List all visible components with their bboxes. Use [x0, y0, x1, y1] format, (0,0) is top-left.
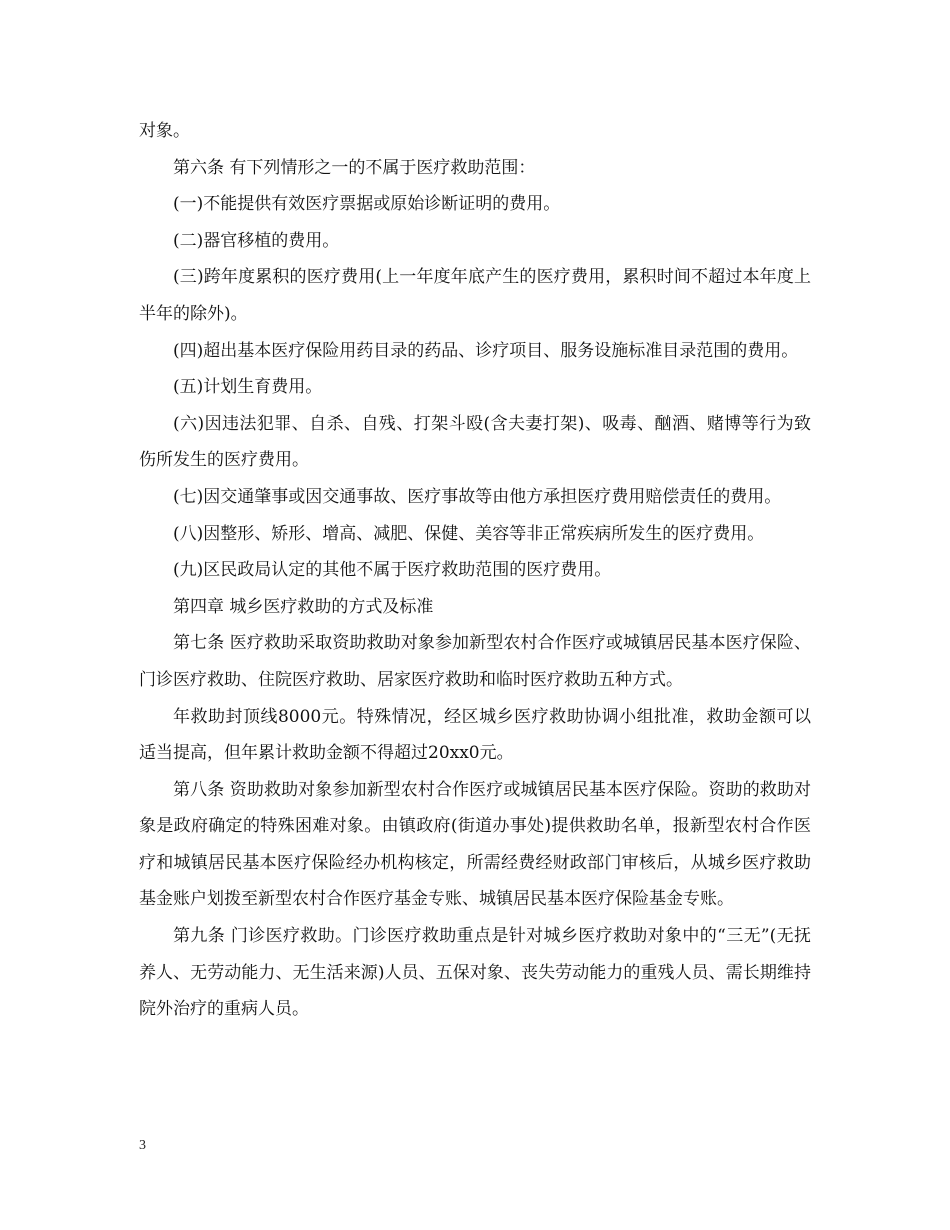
list-item-6: (六)因违法犯罪、自杀、自残、打架斗殴(含夫妻打架)、吸毒、酗酒、赌博等行为致伤所发生的医疗费用。 [139, 413, 811, 471]
annual-cap-paragraph: 年救助封顶线8000元。特殊情况，经区城乡医疗救助协调小组批准，救助金额可以适当提高，但年累计救助金额不得超过20xx0元。 [139, 706, 811, 764]
chapter-4-heading: 第四章 城乡医疗救助的方式及标准 [173, 596, 434, 617]
list-item-1: (一)不能提供有效医疗票据或原始诊断证明的费用。 [173, 194, 561, 215]
article-7-paragraph: 第七条 医疗救助采取资助救助对象参加新型农村合作医疗或城镇居民基本医疗保险、门诊医疗救助、住院医疗救助、居家医疗救助和临时医疗救助五种方式。 [139, 633, 811, 690]
paragraph-continuation: 对象。 [139, 121, 190, 141]
list-item-7: (七)因交通肇事或因交通事故、医疗事故等由他方承担医疗费用赔偿责任的费用。 [173, 486, 782, 507]
article-6-heading: 第六条 有下列情形之一的不属于医疗救助范围： [173, 157, 536, 178]
page-number: 3 [139, 1138, 146, 1153]
document-body [139, 113, 811, 1028]
list-item-5: (五)计划生育费用。 [173, 377, 323, 398]
article-8-paragraph: 第八条 资助救助对象参加新型农村合作医疗或城镇居民基本医疗保险。资助的救助对象是政府确定的特殊困难对象。由镇政府(街道办事处)提供救助名单，报新型农村合作医疗和城镇居民基本医疗保险经办机构核定，所需经费经财政部门审核后，从城乡医疗救助基金账户划拨至新型农村合作医疗基金专账、城镇居民基本医疗保险基金专账。 [139, 779, 811, 910]
list-item-2: (二)器官移植的费用。 [173, 230, 340, 251]
list-item-4: (四)超出基本医疗保险用药目录的药品、诊疗项目、服务设施标准目录范围的费用。 [173, 340, 799, 361]
list-item-3: (三)跨年度累积的医疗费用(上一年度年底产生的医疗费用，累积时间不超过本年度上半年的除外)。 [139, 267, 811, 324]
article-9-paragraph: 第九条 门诊医疗救助。门诊医疗救助重点是针对城乡医疗救助对象中的“三无”(无抚养人、无劳动能力、无生活来源)人员、五保对象、丧失劳动能力的重残人员、需长期维持院外治疗的重病人员。 [139, 926, 811, 1020]
list-item-8: (八)因整形、矫形、增高、减肥、保健、美容等非正常疾病所发生的医疗费用。 [173, 523, 765, 544]
list-item-9: (九)区民政局认定的其他不属于医疗救助范围的医疗费用。 [173, 560, 612, 581]
